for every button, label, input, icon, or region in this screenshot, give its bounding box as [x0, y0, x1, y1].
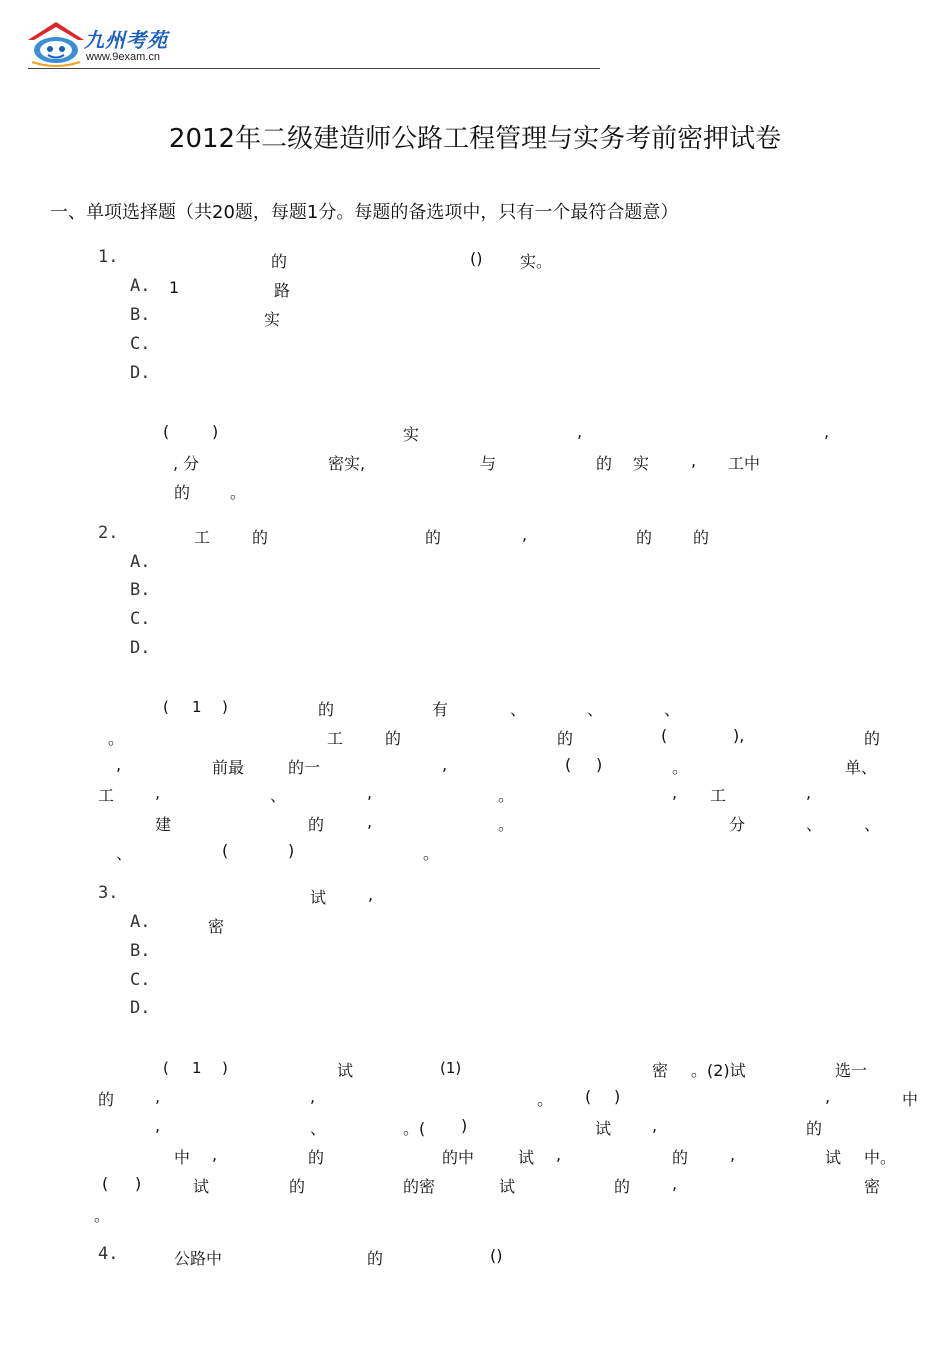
explanation-fragment: 。 — [230, 483, 247, 502]
explanation-fragment: 的 — [385, 729, 402, 748]
explanation-fragment: 密 — [864, 1177, 881, 1196]
explanation-fragment: 、 — [510, 700, 527, 719]
explanation-fragment: 的 — [672, 1148, 689, 1167]
explanation-fragment: ) — [461, 1116, 468, 1135]
option-label[interactable]: D. — [130, 638, 151, 658]
explanation-fragment: , 分 — [173, 454, 200, 473]
option-label[interactable]: C. — [130, 334, 151, 354]
explanation-fragment: 有 — [432, 700, 449, 719]
explanation-fragment: 试 — [499, 1177, 516, 1196]
explanation-fragment: , — [155, 1116, 161, 1135]
explanation-fragment: 。 — [423, 844, 440, 863]
explanation-fragment: 。 — [498, 815, 515, 834]
question-number: 4. — [98, 1244, 119, 1264]
option-label[interactable]: D. — [130, 998, 151, 1018]
explanation-fragment: ( — [661, 726, 668, 745]
explanation-fragment: , — [806, 783, 812, 802]
explanation-fragment: ) — [596, 755, 603, 774]
explanation-fragment: 工 — [327, 729, 344, 748]
explanation-fragment: 、 — [664, 700, 681, 719]
option-label[interactable]: B. — [130, 941, 151, 961]
explanation-fragment: 密 — [652, 1061, 669, 1080]
explanation-fragment: 的密 — [403, 1177, 436, 1196]
explanation-fragment: 、 — [310, 1119, 327, 1138]
explanation-fragment: 中 — [174, 1148, 191, 1167]
stem-fragment: 的 — [425, 528, 442, 547]
explanation-fragment: , — [556, 1145, 562, 1164]
explanation-fragment: 工 — [710, 786, 727, 805]
logo-brand-name: 九州考苑 — [84, 28, 168, 52]
explanation-fragment: 。(2)试 — [691, 1061, 746, 1080]
logo-url[interactable]: www.9exam.cn — [86, 51, 160, 63]
explanation-fragment: 、 — [116, 844, 133, 863]
stem-fragment: () — [470, 249, 483, 268]
explanation-fragment: 试 — [825, 1148, 842, 1167]
explanation-fragment: 。 — [537, 1090, 554, 1109]
question-number: 2. — [98, 523, 119, 543]
option-label[interactable]: C. — [130, 970, 151, 990]
stem-fragment: 的 — [636, 528, 653, 547]
option-text: 1 — [169, 278, 180, 297]
explanation-fragment: 试 — [595, 1119, 612, 1138]
explanation-fragment: 实 — [633, 454, 650, 473]
explanation-fragment: ) — [135, 1174, 142, 1193]
stem-fragment: () — [490, 1246, 503, 1265]
explanation-fragment: ) — [212, 422, 219, 441]
stem-fragment: , — [368, 885, 374, 904]
explanation-fragment: 的 — [614, 1177, 631, 1196]
explanation-fragment: , — [577, 422, 583, 441]
question-number: 3. — [98, 883, 119, 903]
explanation-fragment: , — [672, 783, 678, 802]
explanation-fragment: ) — [288, 841, 295, 860]
explanation-fragment: 的 — [98, 1090, 115, 1109]
explanation-fragment: (1) — [440, 1059, 462, 1077]
explanation-fragment: 中 — [902, 1090, 919, 1109]
explanation-fragment: 中。 — [864, 1148, 897, 1167]
house-logo-icon — [26, 18, 86, 68]
stem-fragment: 试 — [310, 888, 327, 907]
explanation-fragment: , — [116, 755, 122, 774]
explanation-fragment: 实 — [403, 425, 420, 444]
option-label[interactable]: B. — [130, 580, 151, 600]
explanation-fragment: 工 — [98, 786, 115, 805]
option-text: 实 — [264, 310, 281, 329]
explanation-fragment: 建 — [155, 815, 172, 834]
stem-fragment: 工 — [194, 528, 211, 547]
explanation-fragment: ( — [163, 422, 170, 441]
explanation-fragment: , — [730, 1145, 736, 1164]
explanation-fragment: 。 — [108, 729, 125, 748]
explanation-fragment: 的 — [174, 483, 191, 502]
explanation-fragment: 的 — [289, 1177, 306, 1196]
explanation-fragment: 1 — [192, 698, 202, 716]
explanation-fragment: ( — [585, 1087, 592, 1106]
explanation-fragment: ( — [102, 1174, 109, 1193]
explanation-fragment: 的 — [864, 729, 881, 748]
option-label[interactable]: B. — [130, 305, 151, 325]
explanation-fragment: , — [212, 1145, 218, 1164]
explanation-fragment: 。 — [672, 758, 689, 777]
explanation-fragment: 。( — [403, 1119, 426, 1138]
explanation-fragment: ( — [163, 1059, 169, 1077]
explanation-fragment: 的 — [806, 1119, 823, 1138]
explanation-fragment: , — [672, 1174, 678, 1193]
explanation-fragment: 单、 — [845, 758, 878, 777]
explanation-fragment: 、 — [806, 815, 823, 834]
option-text: 密 — [208, 917, 225, 936]
explanation-fragment: ( — [222, 841, 229, 860]
option-text: 路 — [274, 281, 291, 300]
stem-fragment: 实。 — [520, 252, 553, 271]
section-heading: 一、单项选择题（共20题，每题1分。每题的备选项中，只有一个最符合题意） — [50, 202, 679, 223]
explanation-fragment: 的一 — [288, 758, 321, 777]
explanation-fragment: , — [367, 812, 373, 831]
explanation-fragment: 工中 — [728, 454, 761, 473]
stem-fragment: 的 — [693, 528, 710, 547]
explanation-fragment: 的 — [596, 454, 613, 473]
site-logo[interactable] — [26, 18, 186, 68]
explanation-fragment: ( — [565, 755, 572, 774]
explanation-fragment: ) — [614, 1087, 621, 1106]
option-label[interactable]: A. — [130, 552, 151, 572]
explanation-fragment: 。 — [94, 1206, 111, 1225]
explanation-fragment: , — [367, 783, 373, 802]
explanation-fragment: , — [442, 755, 448, 774]
explanation-fragment: 。 — [498, 786, 515, 805]
stem-fragment: , — [522, 525, 528, 544]
explanation-fragment: 试 — [337, 1061, 354, 1080]
option-label[interactable]: A. — [130, 276, 151, 296]
explanation-fragment: 的 — [308, 1148, 325, 1167]
page-title: 2012年二级建造师公路工程管理与实务考前密押试卷 — [168, 124, 782, 154]
explanation-fragment: 前最 — [212, 758, 245, 777]
stem-fragment: 的 — [252, 528, 269, 547]
explanation-fragment: , — [691, 451, 697, 470]
explanation-fragment: 试 — [518, 1148, 535, 1167]
explanation-fragment: 的 — [318, 700, 335, 719]
explanation-fragment: , — [652, 1116, 658, 1135]
stem-fragment: 的 — [271, 252, 288, 271]
explanation-fragment: 选一 — [835, 1061, 868, 1080]
option-label[interactable]: D. — [130, 363, 151, 383]
explanation-fragment: 1 — [192, 1059, 202, 1077]
explanation-fragment: , — [825, 1087, 831, 1106]
explanation-fragment: ), — [733, 726, 745, 745]
explanation-fragment: 的中 — [442, 1148, 475, 1167]
explanation-fragment: ( — [163, 698, 169, 716]
stem-fragment: 公路中 — [174, 1249, 223, 1268]
explanation-fragment: ) — [222, 1059, 228, 1077]
explanation-fragment: 与 — [480, 454, 497, 473]
explanation-fragment: 、 — [270, 786, 287, 805]
explanation-fragment: 试 — [193, 1177, 210, 1196]
option-label[interactable]: A. — [130, 912, 151, 932]
explanation-fragment: , — [824, 422, 830, 441]
explanation-fragment: , — [310, 1087, 316, 1106]
explanation-fragment: 分 — [729, 815, 746, 834]
question-number: 1. — [98, 247, 119, 267]
explanation-fragment: 、 — [587, 700, 604, 719]
explanation-fragment: 的 — [308, 815, 325, 834]
explanation-fragment: 的 — [557, 729, 574, 748]
stem-fragment: 的 — [367, 1249, 384, 1268]
explanation-fragment: 、 — [864, 815, 881, 834]
header-divider — [28, 68, 600, 69]
option-label[interactable]: C. — [130, 609, 151, 629]
explanation-fragment: 密实, — [328, 454, 366, 473]
explanation-fragment: , — [155, 1087, 161, 1106]
explanation-fragment: ) — [222, 698, 228, 716]
explanation-fragment: , — [155, 783, 161, 802]
